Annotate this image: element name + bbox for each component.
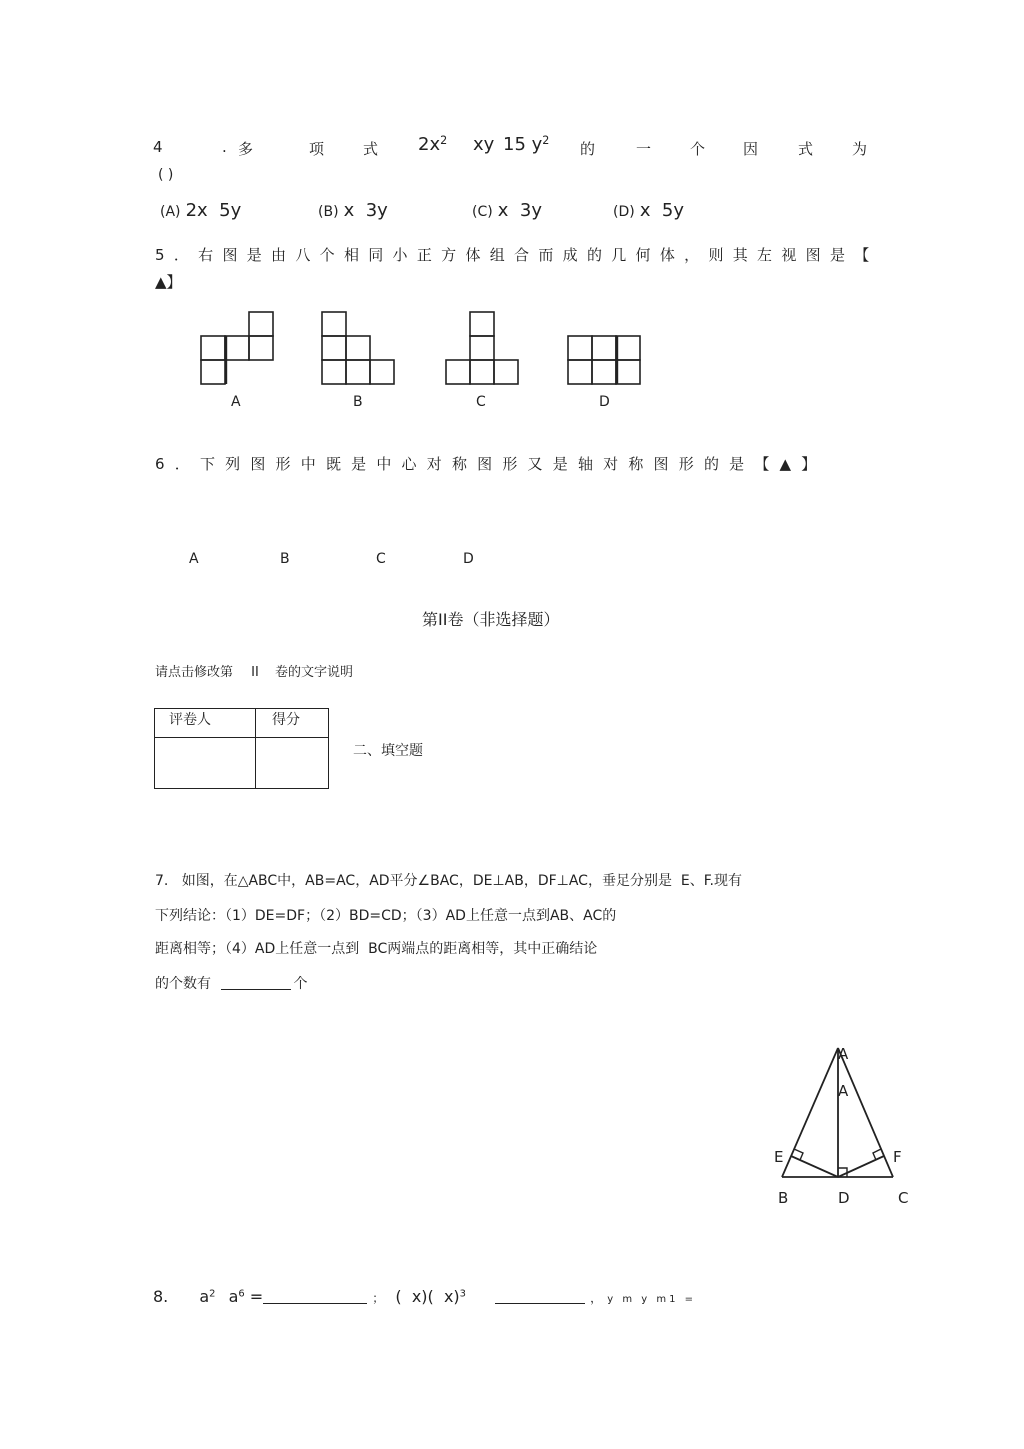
q5-figure-a [201,312,273,384]
segment-df [838,1156,884,1177]
segment-ac [838,1048,893,1177]
q8-tail: y m y m1 = [607,1294,697,1305]
q4-option-d-label: (D) [613,204,635,220]
q4-word-2: 项 [309,140,325,158]
q4-expr-b: xy [473,134,495,155]
q8-line [153,1287,696,1306]
q8-term-a6: $a^6$ [228,1287,245,1306]
q7-text-line1: 7. 如图，在△ABC中，AB=AC，AD平分∠BAC，DE⊥AB，DF⊥AC，垂足分别是 E、F.现有 [155,873,742,889]
q8-term-a: $a^2$ [199,1287,216,1306]
q4-option-a-value: 2x 5y [185,200,242,221]
section2-note [155,661,353,680]
q5-label-a: A [231,394,241,410]
q5-figure-d [568,336,640,384]
q5-figure-c [446,312,518,384]
q6-text: 6．下列图形中既是中心对称图形又是轴对称图形的是【▲】 [155,455,827,473]
q7-fig-label-e: E [774,1148,784,1166]
q8-equals: = [249,1287,264,1306]
q4-word-6: 个 [690,140,706,158]
q6-label-d: D [463,551,474,567]
segment-de [791,1156,838,1177]
q8-comma: ， [590,1291,603,1305]
section2-title: 第II卷（非选择题） [422,610,560,629]
q5-figure-b [322,312,394,384]
score-table-score-cell [256,738,329,789]
q7-fig-label-a-inner: A [838,1082,849,1100]
q4-word-8: 式 [798,140,814,158]
q4-option-a-label: (A) [160,204,181,220]
q6-label-b: B [280,551,290,567]
q5-text-line1: 5．右图是由八个相同小正方体组合而成的几何体，则其左视图是【 [155,246,879,264]
q7-text-line2: 下列结论：（1）DE=DF；（2）BD=CD；（3）AD上任意一点到AB、AC的 [155,908,617,924]
q4-word-4: 的 [580,140,596,158]
q4-option-b-value: x 3y [343,200,388,221]
q5-text-line2: ▲】 [155,273,182,291]
q4-word-5: 一 [636,140,652,158]
fill-blank-section-title: 二、填空题 [353,743,423,759]
q8-blank-1 [263,1287,367,1304]
q5-label-b: B [353,394,363,410]
q4-option-c-value: x 3y [497,200,542,221]
section2-note-b: II [251,665,259,680]
q5-label-c: C [476,394,486,410]
q5-label-d: D [599,394,610,410]
q4-option-c-label: (C) [472,204,493,220]
segment-ab [782,1048,838,1177]
score-table-grader-cell [155,738,256,789]
score-table-header-grader: 评卷人 [155,709,256,738]
q7-fig-label-a-top: A [838,1045,849,1063]
section2-note-a: 请点击修改第 [155,665,234,680]
q6-label-c: C [376,551,386,567]
q7-text-line4a: 的个数有 [155,976,211,992]
q7-fig-label-f: F [893,1148,902,1166]
q8-blank-2 [495,1287,585,1304]
q4-dot: . [222,138,227,156]
q4-word-1: 多 [238,140,254,158]
q4-expr-c: 15 $y^2$ [503,133,550,155]
q4-option-b-label: (B) [318,204,339,220]
q4-word-3: 式 [363,140,379,158]
q4-answer-paren: ( ) [158,167,174,183]
q4-expr-a: $2x^2$ [418,133,448,155]
q4-number: 4 [153,138,163,156]
q7-fig-label-d: D [838,1189,850,1207]
q7-fig-label-b: B [778,1189,789,1207]
q8-number: 8. [153,1287,169,1306]
q4-word-9: 为 [852,140,868,158]
section2-note-c: 卷的文字说明 [274,665,353,680]
q8-semicolon: ； [372,1291,385,1305]
q8-expr: ( x)( x)$^3$ [395,1287,466,1306]
q7-text-line3: 距离相等；（4）AD上任意一点到 BC两端点的距离相等，其中正确结论 [155,941,598,957]
q7-answer-blank [221,973,291,990]
q4-option-d-value: x 5y [639,200,685,221]
q6-label-a: A [189,551,199,567]
q7-triangle-figure [782,1048,893,1177]
q7-fig-label-c: C [898,1189,909,1207]
q4-word-7: 因 [743,140,759,158]
score-table [154,708,329,789]
q7-text-line4b: 个 [293,976,308,992]
q7-text-line4 [155,973,307,993]
score-table-header-score: 得分 [256,709,329,738]
